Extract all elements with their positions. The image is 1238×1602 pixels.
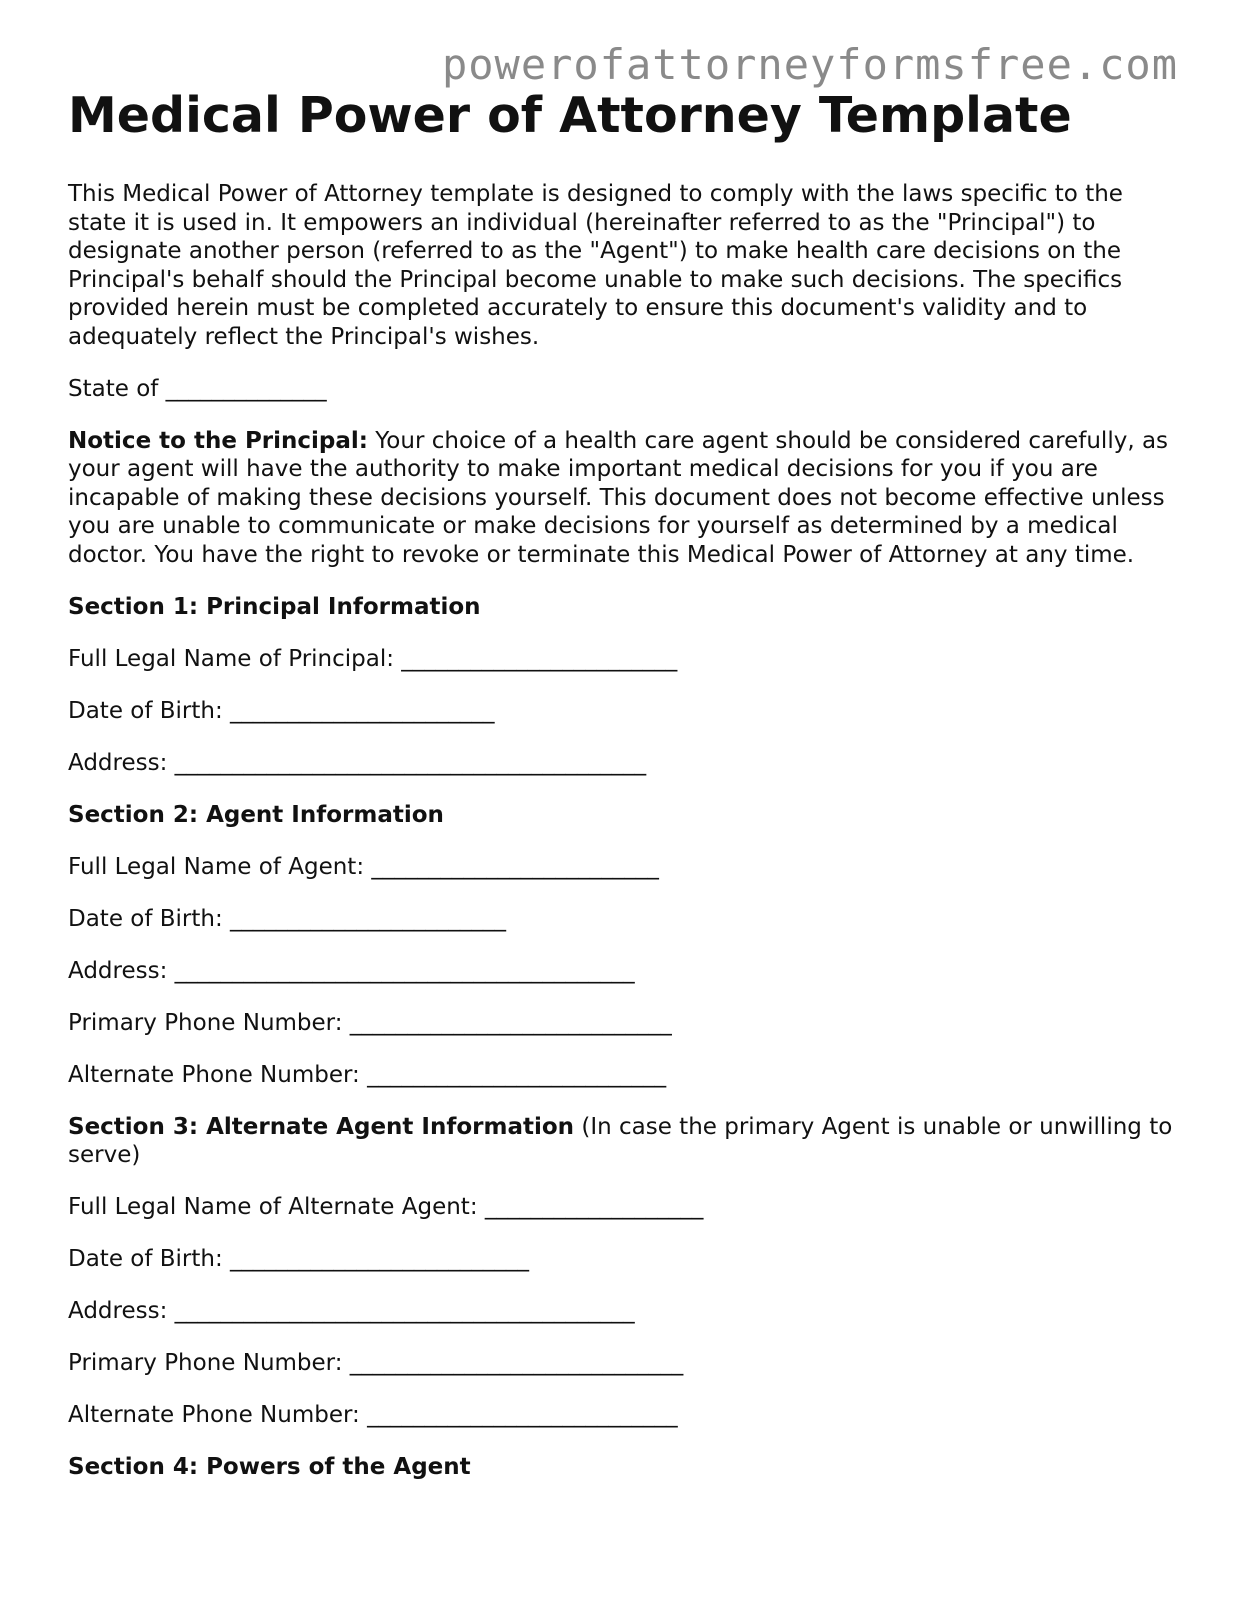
section2-title: Section 2: Agent Information: [68, 801, 444, 828]
principal-dob-field: Date of Birth: _______________________: [68, 697, 495, 724]
section4-heading: [68, 1453, 1178, 1482]
alt-agent-address-field: Address: ________________________________________: [68, 1298, 635, 1324]
principal-address-field: Address: _________________________________________: [68, 749, 647, 776]
alt-agent-alternate-phone-field: Alternate Phone Number: ___________________________: [68, 1402, 678, 1428]
agent-primary-phone-field: Primary Phone Number: ____________________________: [68, 1009, 672, 1036]
agent-alternate-phone-field: Alternate Phone Number: __________________________: [68, 1061, 667, 1088]
state-field: State of ______________: [68, 375, 327, 402]
watermark: powerofattorneyformsfree.com: [441, 40, 1178, 89]
alt-agent-dob-field: Date of Birth: __________________________: [68, 1246, 530, 1272]
section2-heading: [68, 801, 1178, 830]
agent-name-field: Full Legal Name of Agent: _________________________: [68, 853, 659, 880]
section4-title: Section 4: Powers of the Agent: [68, 1454, 471, 1480]
alt-agent-primary-phone-field: Primary Phone Number: _____________________________: [68, 1350, 684, 1376]
section3-note: (In case the primary Agent is unable or unwilling to serve): [68, 1113, 1173, 1168]
agent-address-field: Address: ________________________________________: [68, 957, 635, 984]
document-body: [68, 88, 1178, 1482]
agent-dob-field: Date of Birth: ________________________: [68, 905, 507, 932]
section3-title: Section 3: Alternate Agent Information: [68, 1113, 575, 1140]
principal-name-field: Full Legal Name of Principal: ________________________: [68, 645, 678, 672]
section1-heading: [68, 593, 1178, 622]
section1-title: Section 1: Principal Information: [68, 593, 481, 620]
intro-paragraph: This Medical Power of Attorney template is designed to comply with the laws specific to the state it is used in. It empowers an individual (hereinafter referred to as the "Principal") to designate another person (referred to as the "Agent") to make health care decisions on the Principal's behalf should the Principal become unable to make such decisions. The specifics provided herein must be completed accurately to ensure this document's validity and to adequately reflect the Principal's wishes.: [68, 181, 1123, 350]
alt-agent-name-field: Full Legal Name of Alternate Agent: ___________________: [68, 1194, 704, 1220]
notice-paragraph: [68, 427, 1178, 570]
notice-label: Notice to the Principal:: [68, 427, 368, 454]
notice-text: Your choice of a health care agent should be considered carefully, as your agent will have the authority to make important medical decisions for you if you are incapable of making these decisions yourself. This document does not become effective unless you are unable to communicate or make decisions for yourself as determined by a medical doctor. You have the right to revoke or terminate this Medical Power of Attorney at any time.: [68, 427, 1169, 568]
section3-heading: [68, 1113, 1178, 1170]
document-title: Medical Power of Attorney Template: [68, 87, 1072, 144]
